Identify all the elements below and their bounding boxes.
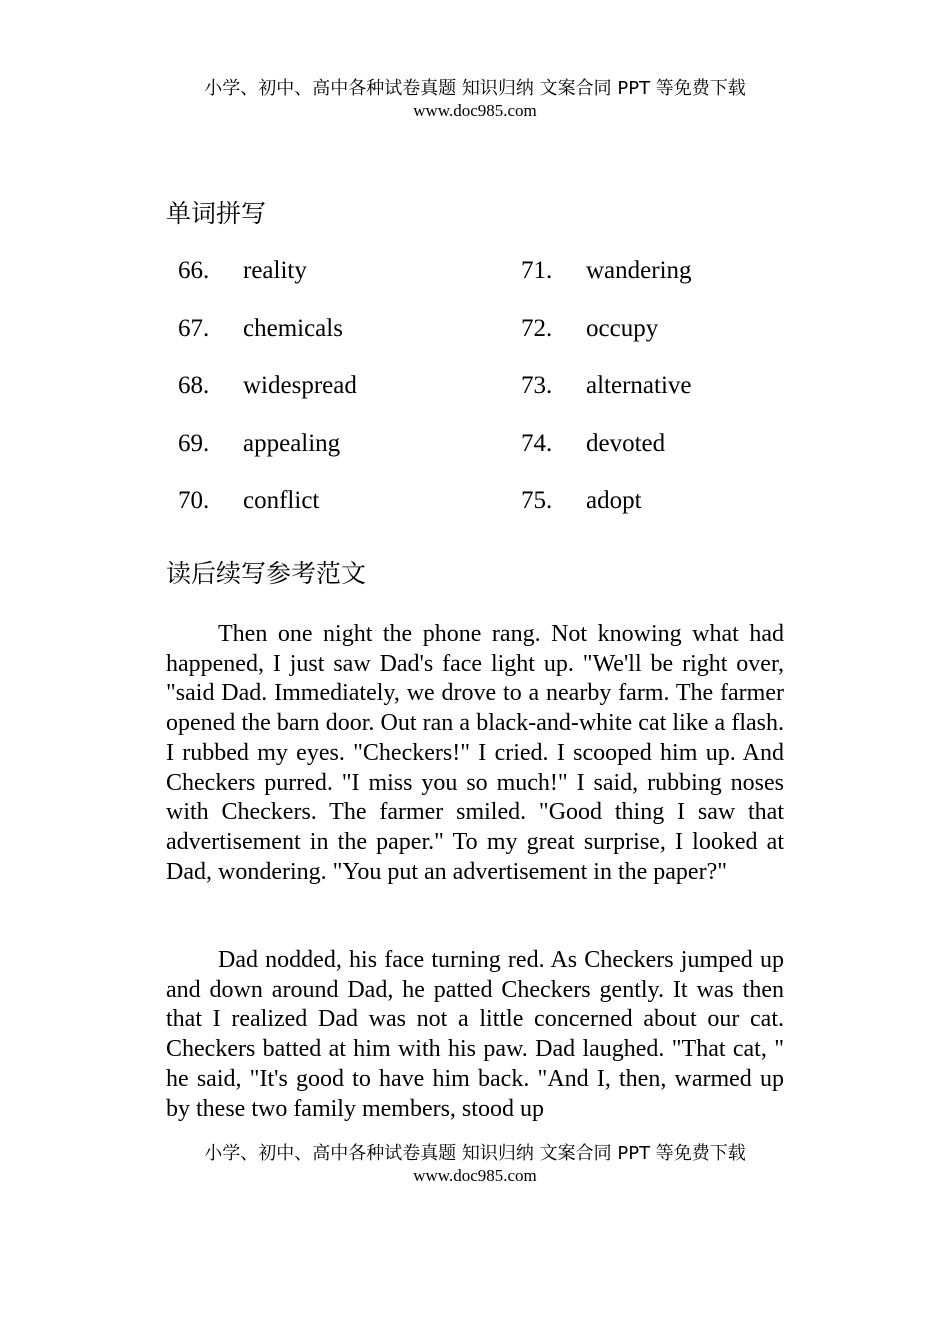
vocab-word: chemicals <box>243 314 343 342</box>
vocab-number: 68. <box>178 372 210 399</box>
vocab-number: 75. <box>521 487 553 514</box>
page-footer <box>0 1143 950 1187</box>
essay-section-title: 读后续写参考范文 <box>166 559 367 588</box>
vocab-word: widespread <box>243 372 357 399</box>
vocab-word: occupy <box>586 314 659 342</box>
footer-slogan: 小学、初中、高中各种试卷真题 知识归纳 文案合同 PPT 等免费下载 <box>204 1143 746 1164</box>
vocab-number: 72. <box>521 314 553 342</box>
vocab-number: 67. <box>178 314 210 342</box>
header-website-link[interactable]: www.doc985.com <box>413 101 537 120</box>
vocab-word: wandering <box>586 257 692 284</box>
vocab-number: 71. <box>521 257 553 284</box>
vocab-word: alternative <box>586 372 692 399</box>
vocab-section-title: 单词拼写 <box>166 199 267 228</box>
vocab-word: reality <box>243 257 307 284</box>
essay-paragraph-text: Dad nodded, his face turning red. As Checkers jumped up and down around Dad, he patted Checkers gently. It was then that I realized Dad was not a little concerned about our cat. Checkers batted at him with his paw. Dad laughed. "That cat, " he said, "It's good to have him back. "And I, then, warmed up by these two family members, stood up <box>166 947 784 1122</box>
vocab-number: 73. <box>521 372 553 399</box>
vocab-number: 69. <box>178 429 210 457</box>
vocab-row <box>0 254 950 312</box>
vocab-row <box>0 369 950 427</box>
page-header <box>0 78 950 122</box>
vocab-word: conflict <box>243 487 320 514</box>
footer-website-link[interactable]: www.doc985.com <box>413 1166 537 1185</box>
vocab-row <box>0 427 950 485</box>
essay-paragraph <box>166 946 784 1124</box>
vocab-row <box>0 312 950 370</box>
essay-paragraph-text: Then one night the phone rang. Not knowing what had happened, I just saw Dad's face light up. "We'll be right over, "said Dad. Immediately, we drove to a nearby farm. The farmer opened the barn door. Out ran a black-and-white cat like a flash. I rubbed my eyes. "Checkers!" I cried. I scooped him up. And Checkers purred. "I miss you so much!" I said, rubbing noses with Checkers. The farmer smiled. "Good thing I saw that advertisement in the paper." To my great surprise, I looked at Dad, wondering. "You put an advertisement in the paper?" <box>166 621 784 885</box>
vocab-number: 74. <box>521 429 553 457</box>
header-slogan: 小学、初中、高中各种试卷真题 知识归纳 文案合同 PPT 等免费下载 <box>204 78 746 99</box>
essay-paragraph <box>166 620 784 887</box>
vocab-list <box>0 254 950 542</box>
vocab-word: appealing <box>243 429 341 457</box>
vocab-word: adopt <box>586 487 642 514</box>
vocab-number: 66. <box>178 257 210 284</box>
vocab-number: 70. <box>178 487 210 514</box>
vocab-row <box>0 484 950 542</box>
vocab-word: devoted <box>586 429 666 457</box>
